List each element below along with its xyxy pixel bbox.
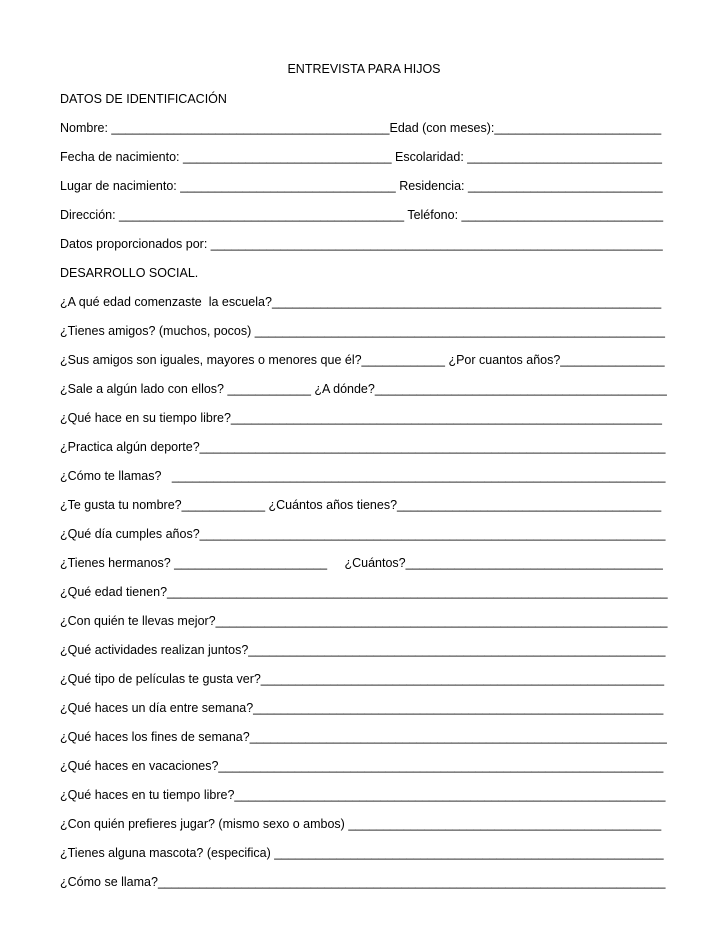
question-line: ¿Qué edad tienen?________________________________________________________________________ bbox=[60, 585, 668, 599]
section-heading-identification: DATOS DE IDENTIFICACIÓN bbox=[60, 92, 227, 106]
question-line: ¿Qué haces los fines de semana?____________________________________________________________ bbox=[60, 730, 667, 744]
question-line: ¿Con quién prefieres jugar? (mismo sexo o ambos) _____________________________________________ bbox=[60, 817, 662, 831]
question-line: ¿Qué haces en vacaciones?________________________________________________________________ bbox=[60, 759, 664, 773]
question-line: ¿Qué haces en tu tiempo libre?______________________________________________________________ bbox=[60, 788, 666, 802]
question-line: ¿Practica algún deporte?___________________________________________________________________ bbox=[60, 440, 666, 454]
question-line: ¿Cómo te llamas? _______________________________________________________________________ bbox=[60, 469, 666, 483]
field-line-birthdate-school: Fecha de nacimiento: ______________________________ Escolaridad: ____________________________ bbox=[60, 150, 662, 164]
question-line: ¿Con quién te llevas mejor?_________________________________________________________________ bbox=[60, 614, 668, 628]
question-line: ¿Tienes amigos? (muchos, pocos) ___________________________________________________________ bbox=[60, 324, 665, 338]
field-line-provided-by: Datos proporcionados por: _________________________________________________________________ bbox=[60, 237, 663, 251]
question-line: ¿Qué tipo de películas te gusta ver?__________________________________________________________ bbox=[60, 672, 665, 686]
question-line: ¿Tienes hermanos? ______________________ ¿Cuántos?_____________________________________ bbox=[60, 556, 663, 570]
question-line: ¿Qué día cumples años?___________________________________________________________________ bbox=[60, 527, 666, 541]
section-heading-social: DESARROLLO SOCIAL. bbox=[60, 266, 199, 280]
field-line-birthplace-residence: Lugar de nacimiento: _______________________________ Residencia: ____________________________ bbox=[60, 179, 663, 193]
question-line: ¿Te gusta tu nombre?____________ ¿Cuántos años tienes?______________________________________ bbox=[60, 498, 662, 512]
question-line: ¿Sus amigos son iguales, mayores o menores que él?____________ ¿Por cuantos años?_______________ bbox=[60, 353, 665, 367]
question-line: ¿Qué haces un día entre semana?___________________________________________________________ bbox=[60, 701, 664, 715]
question-line: ¿Qué actividades realizan juntos?____________________________________________________________ bbox=[60, 643, 666, 657]
question-line: ¿Cómo se llama?_________________________________________________________________________ bbox=[60, 875, 666, 889]
question-line: ¿Tienes alguna mascota? (especifica) ________________________________________________________ bbox=[60, 846, 664, 860]
question-line: ¿Qué hace en su tiempo libre?______________________________________________________________ bbox=[60, 411, 662, 425]
question-line: ¿A qué edad comenzaste la escuela?________________________________________________________ bbox=[60, 295, 662, 309]
field-line-address-phone: Dirección: _________________________________________ Teléfono: _____________________________ bbox=[60, 208, 664, 222]
document-title: ENTREVISTA PARA HIJOS bbox=[287, 62, 441, 76]
question-line: ¿Sale a algún lado con ellos? ____________ ¿A dónde?__________________________________________ bbox=[60, 382, 667, 396]
field-line-name-age: Nombre: ________________________________________Edad (con meses):________________________ bbox=[60, 121, 662, 135]
